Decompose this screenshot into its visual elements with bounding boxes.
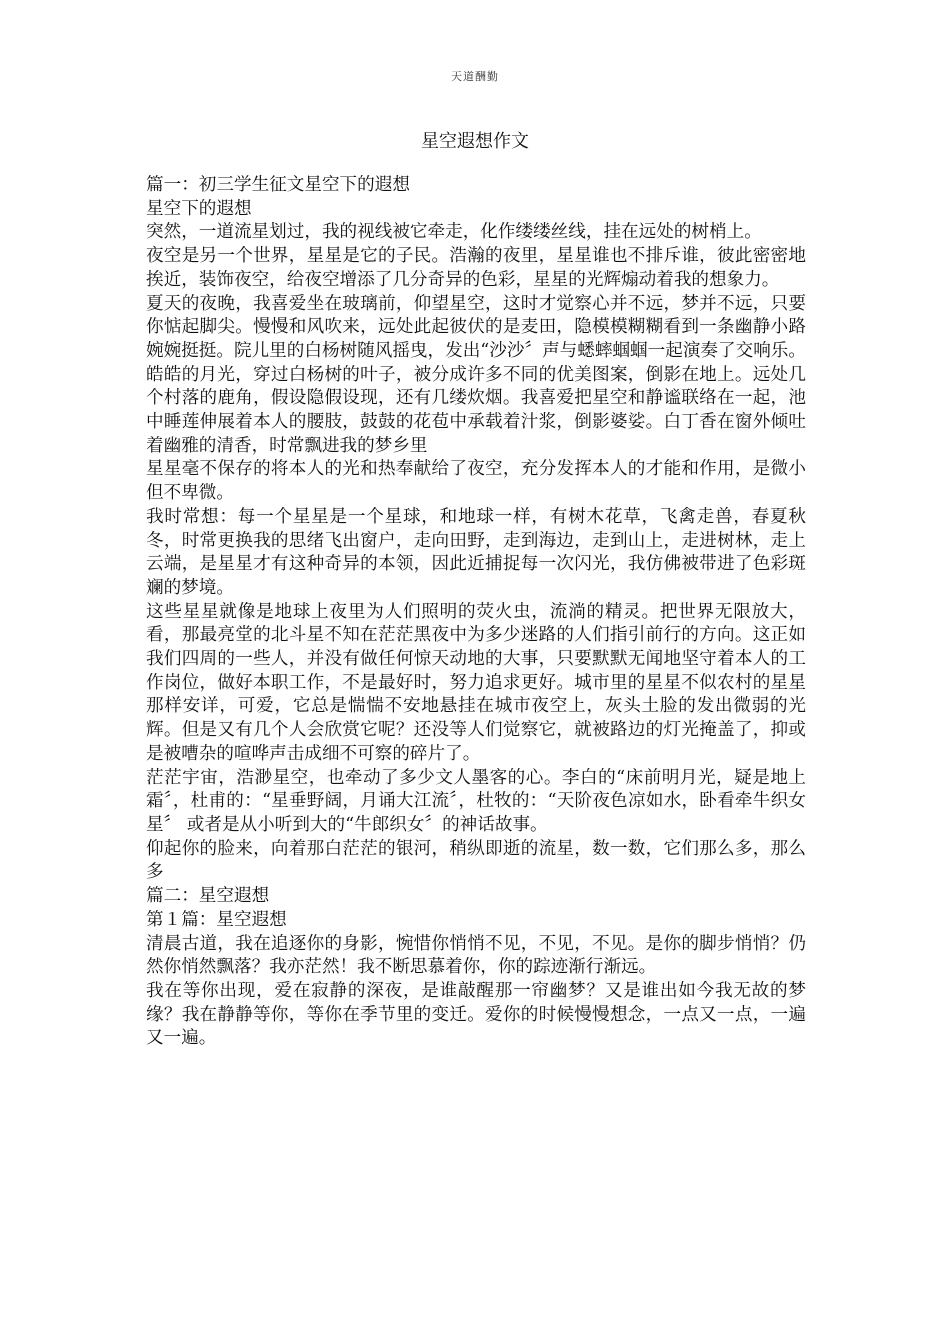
article-subtitle: 第１篇：星空遐想 [146,909,287,930]
article-subtitle: 星空下的遐想 [146,198,252,219]
section-heading: 篇二：星空遐想 [146,886,270,907]
document-body [146,174,806,1051]
header-watermark: 天道酬勤 [451,70,499,83]
paragraph: 突然，一道流星划过，我的视线被它牵走，化作缕缕丝线，挂在远处的树梢上。 [146,222,762,243]
paragraph: 星星毫不保存的将本人的光和热奉献给了夜空，充分发挥本人的才能和作用，是微小但不卑微。 [146,459,806,504]
paragraph: 夜空是另一个世界，星星是它的子民。浩瀚的夜里，星星谁也不排斥谁，彼此密密地挨近，装饰夜空，给夜空增添了几分奇异的色彩，星星的光辉煽动着我的想象力。 [146,246,806,290]
paragraph: 我时常想：每一个星星是一个星球，和地球一样，有树木花草，飞禽走兽，春夏秋冬，时常更换我的思绪飞出窗户，走向田野，走到海边，走到山上，走进树林，走上云端，是星星才有这种奇异的本领，因此近捕捉每一次闪光，我仿佛被带进了色彩斑斓的梦境。 [146,506,806,598]
paragraph: 夏天的夜晚，我喜爱坐在玻璃前，仰望星空，这时才觉察心并不远，梦并不远，只要你惦起脚尖。慢慢和风吹来，远处此起彼伏的是麦田，隐模模糊糊看到一条幽静小路婉婉挺挺。院儿里的白杨树随风摇曳，发出“沙沙〞声与蟋蟀蝈蝈一起演奏了交响乐。皓皓的月光，穿过白杨树的叶子，被分成许多不同的优美图案，倒影在地上。远处几个村落的鹿角，假设隐假设现，还有几缕炊烟。我喜爱把星空和静谧联络在一起，池中睡莲伸展着本人的腰肢，鼓鼓的花苞中承载着汁浆，倒影婆娑。白丁香在窗外倾吐着幽雅的清香，时常飘进我的梦乡里 [146,293,806,456]
section-heading: 篇一：初三学生征文星空下的遐想 [146,175,410,195]
document-title: 星空遐想作文 [421,131,529,152]
paragraph: 茫茫宇宙，浩渺星空，也牵动了多少文人墨客的心。李白的“床前明月光，疑是地上霜〞，杜甫的：“星垂野阔，月诵大江流〞，杜牧的：“天阶夜色凉如水，卧看牵牛织女星〞 或者是从小听到大的“牛郎织女〞的神话故事。 [146,767,806,835]
paragraph: 清晨古道，我在追逐你的身影，惋惜你悄悄不见，不见，不见。是你的脚步悄悄？仍然你悄然飘落？我亦茫然！我不断思慕着你，你的踪迹渐行渐远。 [146,933,806,978]
paragraph: 仰起你的脸来，向着那白茫茫的银河，稍纵即逝的流星，数一数，它们那么多，那么多 [146,838,806,883]
paragraph: 这些星星就像是地球上夜里为人们照明的荧火虫，流淌的精灵。把世界无限放大，看，那最亮堂的北斗星不知在茫茫黑夜中为多少迷路的人们指引前行的方向。这正如我们四周的一些人，并没有做任何惊天动地的大事，只要默默无闻地坚守着本人的工作岗位，做好本职工作，不是最好时，努力追求更好。城市里的星星不似农村的星星那样安详，可爱，它总是惴惴不安地悬挂在城市夜空上，灰头土脸的发出微弱的光辉。但是又有几个人会欣赏它呢？还没等人们觉察它，就被路边的灯光掩盖了，抑或是被嘈杂的喧哗声击成细不可察的碎片了。 [146,601,806,764]
paragraph: 我在等你出现，爱在寂静的深夜，是谁敲醒那一帘幽梦？又是谁出如今我无故的梦缘？我在静静等你，等你在季节里的变迁。爱你的时候慢慢想念，一点又一点，一遍又一遍。 [146,980,806,1049]
